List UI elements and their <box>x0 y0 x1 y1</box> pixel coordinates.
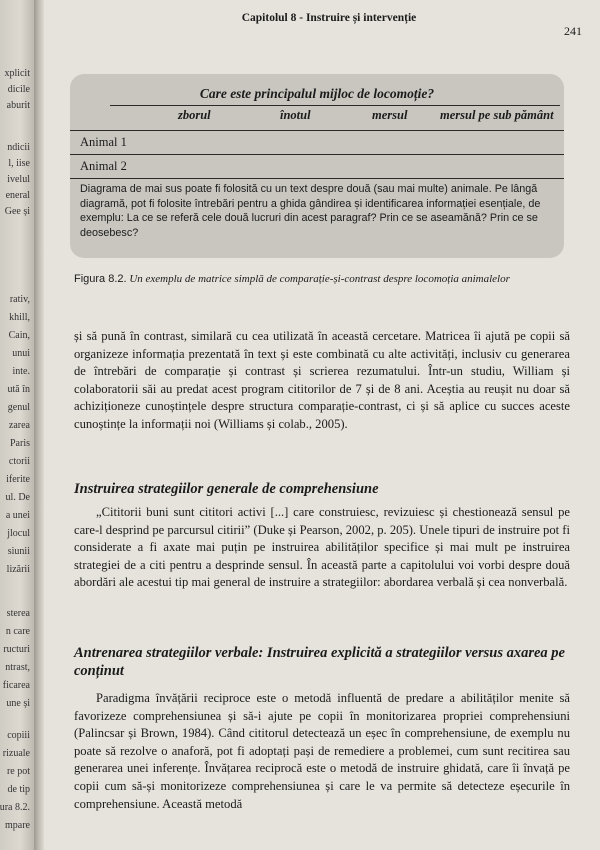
margin-fragment: re pot <box>6 766 30 777</box>
margin-fragment: n care <box>5 626 30 637</box>
margin-fragment: ctorii <box>8 456 30 467</box>
section-heading: Instruirea strategiilor generale de comprehensiune <box>74 481 379 497</box>
margin-fragment: zarea <box>8 420 30 431</box>
margin-fragment: ul. De <box>5 492 30 503</box>
matrix-column-headers <box>110 108 560 124</box>
margin-fragment: unui <box>12 348 30 359</box>
margin-fragment: ivelul <box>7 174 30 185</box>
running-head: Capitolul 8 - Instruire și intervenție <box>241 12 417 24</box>
figure-description: Diagrama de mai sus poate fi folosită cu un text despre două (sau mai multe) animale. Pe lângă diagramă, pot fi folosite întrebări pentru a ghida gândirea și identificarea informației esențiale, de exemplu: La ce se referă cele două lucruri din acest paragraf? Prin ce se aseamănă? Prin ce se deosebesc? <box>80 183 541 239</box>
matrix-row-label: Animal 1 <box>80 135 127 149</box>
margin-fragment: ura 8.2. <box>0 802 30 813</box>
margin-fragment: ntrast, <box>5 662 30 673</box>
margin-fragment: rizuale <box>2 748 30 759</box>
section-heading: Antrenarea strategiilor verbale: Instruirea explicită a strategiilor versus axarea pe conținut <box>74 645 565 679</box>
matrix-column-header: mersul <box>372 108 408 122</box>
margin-fragment: une și <box>6 698 30 709</box>
matrix-title: Care este principalul mijloc de locomoție? <box>199 86 435 101</box>
margin-fragment: copiii <box>7 730 30 741</box>
margin-fragment: genul <box>7 402 30 413</box>
margin-fragment: dicile <box>7 84 30 95</box>
matrix-bottom-rule <box>70 178 564 179</box>
paragraph: „Cititorii buni sunt cititori activi [...] care construiesc, revizuiesc și chestionează sensul pe care-l desprind pe parcursul citirii” (Duke și Pearson, 2002, p. 205). Unele tipuri de instruire pot fi considerate a fi axate mai puțin pe instruirea abilităților specifice și mai mult pe instruirea strategiei de a citi pentru a desprinde sensul. În această parte a capitolului voi vorbi despre două abordări ale acestui tip mai general de instruire a strategiilor: abordarea verbală și cea nonverbală. <box>74 505 570 590</box>
matrix-column-header: înotul <box>280 108 311 122</box>
margin-fragment: khill, <box>9 312 30 323</box>
matrix-column-header: zborul <box>178 108 211 122</box>
margin-fragment: sterea <box>6 608 30 619</box>
matrix-top-rule <box>110 105 560 106</box>
page-number: 241 <box>564 24 582 38</box>
margin-fragment: jlocul <box>7 528 30 539</box>
matrix-row-rule <box>70 154 564 155</box>
margin-fragment: siunii <box>7 546 30 557</box>
figure-caption-text: Un exemplu de matrice simplă de comparație-și-contrast despre locomoția animalelor <box>129 273 510 285</box>
figure-matrix-box <box>70 74 564 258</box>
figure-caption-label: Figura 8.2. <box>74 273 127 285</box>
figure-caption <box>74 272 564 287</box>
margin-fragment: Paris <box>10 438 30 449</box>
margin-fragment: ndicii <box>7 142 30 153</box>
margin-fragment: Cain, <box>8 330 30 341</box>
matrix-header-rule <box>70 130 564 131</box>
margin-fragment: aburit <box>6 100 30 111</box>
margin-fragment: ută în <box>7 384 30 395</box>
book-page <box>44 0 600 850</box>
margin-fragment: ficarea <box>2 680 30 691</box>
margin-fragment: lizării <box>6 564 30 575</box>
margin-fragment: ructuri <box>3 644 30 655</box>
margin-fragment: l, iise <box>8 158 30 169</box>
paragraph: și să pună în contrast, similară cu cea utilizată în această cercetare. Matricea îi ajută pe copii să organizeze informația prezentată în text și este combinată cu alte activități, inclusiv cu generarea de întrebări de comparație și contrast și scrierea rezumatului. Într-un studiu, William și colaboratorii săi au predat acest program cititorilor de 7 și de 8 ani. Aceștia au reușit nu doar să achiziționeze cunoștințele despre structura comparație-contrast, ci și să aplice cu succes aceste cunoștințe la informații noi (Williams și colab., 2005). <box>74 329 570 431</box>
margin-fragment: iferite <box>6 474 30 485</box>
margin-fragment: Gee și <box>4 206 30 217</box>
margin-fragment: mpare <box>5 820 30 831</box>
book-gutter <box>34 0 44 850</box>
margin-fragment: xplicit <box>4 68 30 79</box>
margin-fragment: a unei <box>5 510 30 521</box>
paragraph: Paradigma învățării reciproce este o metodă influentă de predare a abilităților menite să favorizeze comprehensiunea și să-i ajute pe copii în monitorizarea propriei comprehensiuni (Palincsar și Brown, 1984). Când cititorul detectează un eșec în comprehensiune, de exemplu nu poate să rezolve o anaforă, pot fi adoptați pași de remediere a problemei, cum sunt recitirea sau generarea unei inferențe. Învățarea reciprocă este o metodă de instruire ghidată, care îi învață pe copii cum să-și monitorizeze comprehensiunea și care le va permite să detecteze eșecurile în comprehensiune. Această metodă <box>74 691 570 811</box>
margin-fragment: rativ, <box>9 294 30 305</box>
margin-fragment: inte. <box>12 366 30 377</box>
matrix-column-header: mersul pe sub pământ <box>440 108 554 122</box>
margin-fragment: de tip <box>7 784 30 795</box>
margin-fragment: eneral <box>5 190 30 201</box>
previous-page-edge <box>0 0 34 850</box>
matrix-row-label: Animal 2 <box>80 159 127 173</box>
